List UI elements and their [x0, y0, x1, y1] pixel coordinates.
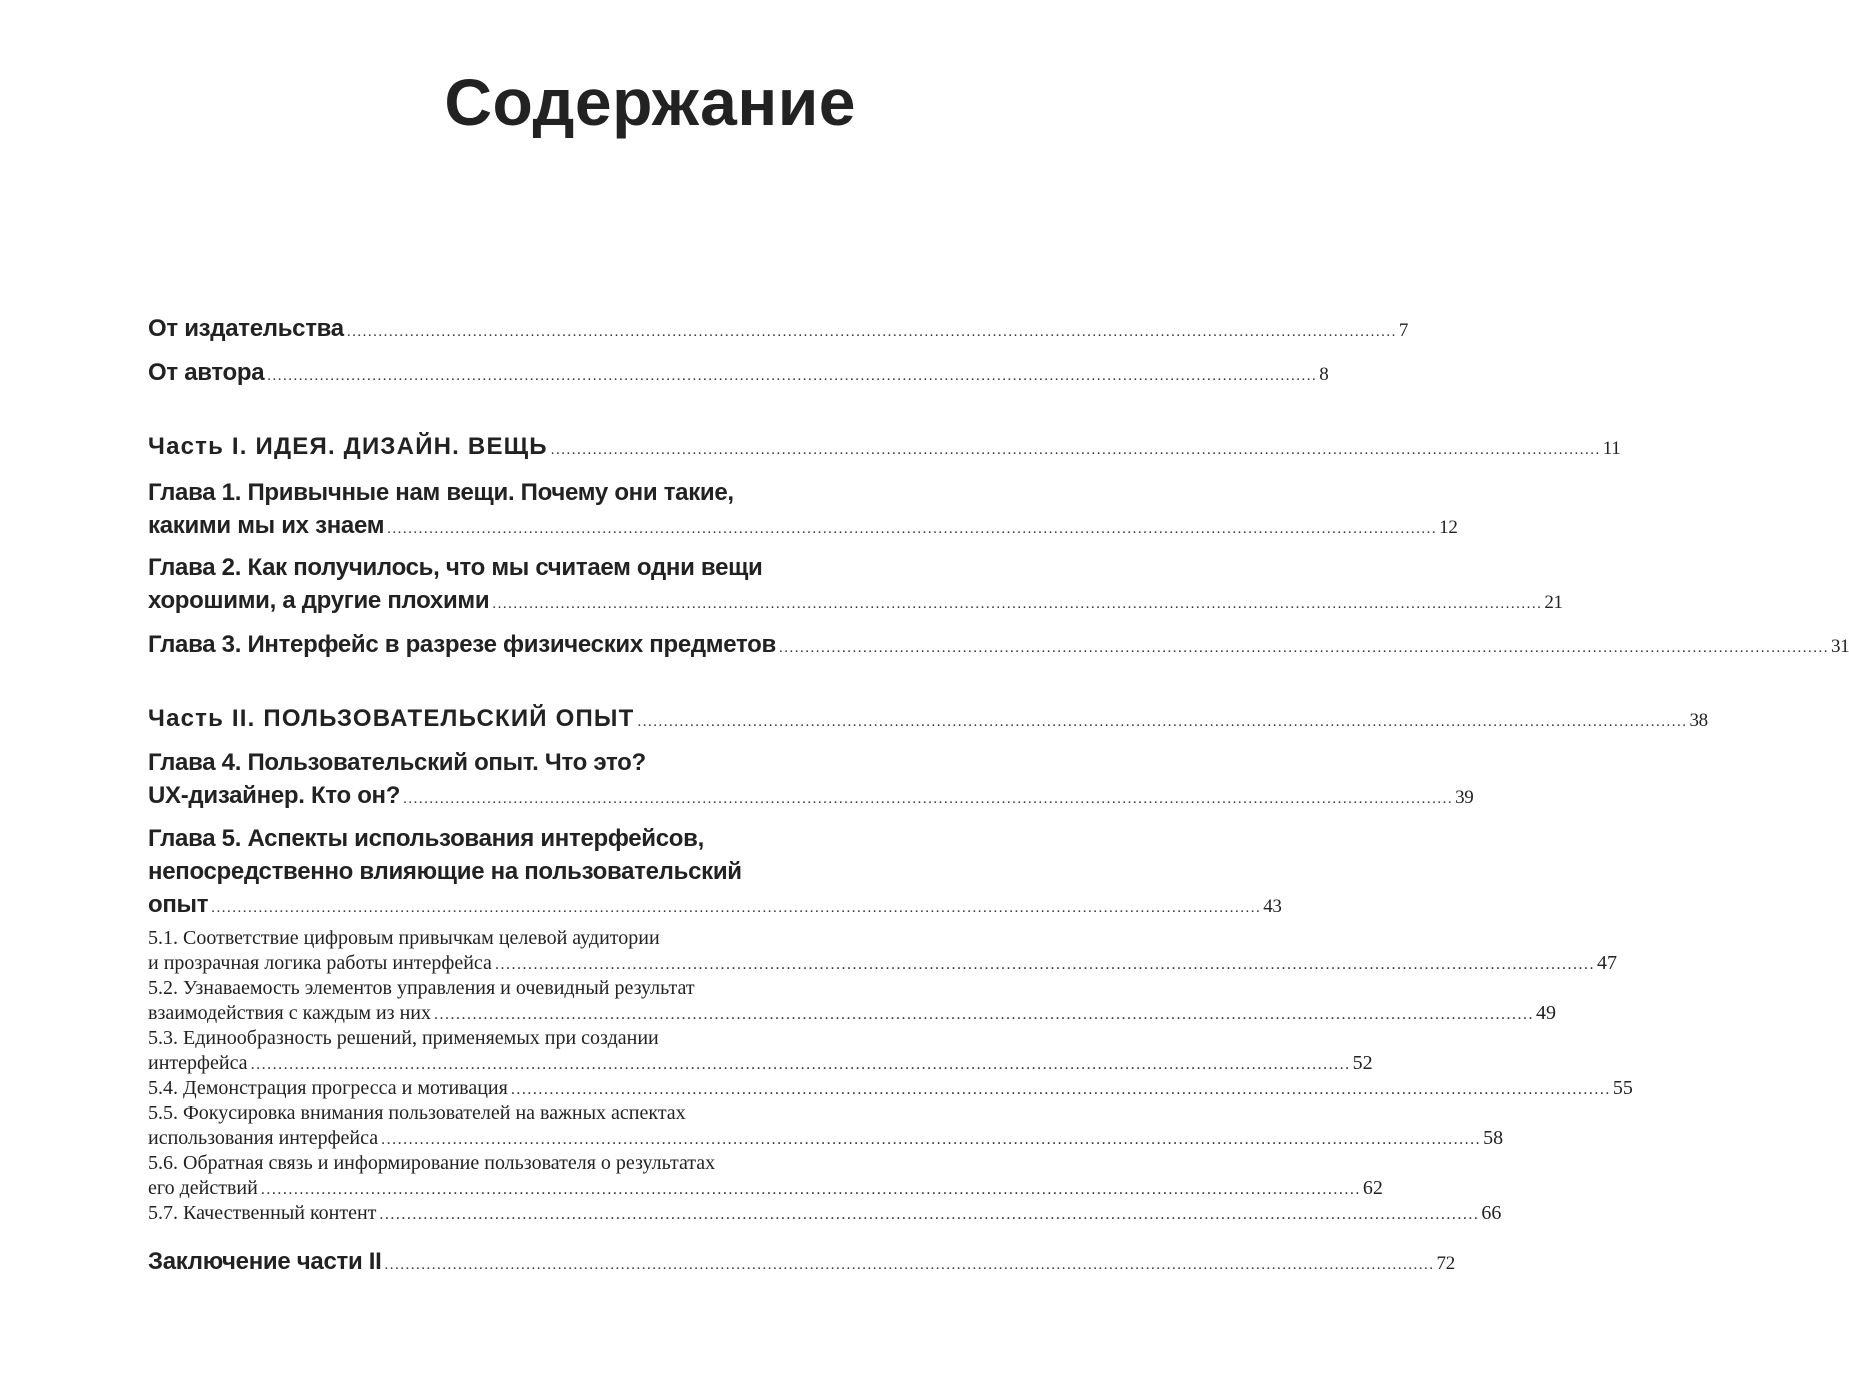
- toc-entry-title: опыт: [148, 891, 209, 918]
- toc-page-number: 47: [1596, 952, 1617, 974]
- toc-entry-title: 5.4. Демонстрация прогресса и мотивация: [148, 1077, 508, 1099]
- toc-page-number: 21: [1544, 592, 1563, 613]
- toc-entry-chapter-4[interactable]: [148, 746, 1474, 816]
- toc-page-number: 39: [1455, 787, 1474, 808]
- toc-entry-title: От автора: [148, 359, 265, 386]
- toc-page-number: 72: [1436, 1253, 1455, 1274]
- dot-leader: ........................................................................................................................................................................................................: [346, 324, 1397, 340]
- toc-page-number: 8: [1319, 364, 1329, 385]
- toc-entry-title-line: непосредственно влияющие на пользовательский: [148, 858, 742, 885]
- toc-entry-chapter-5[interactable]: [148, 822, 1282, 925]
- toc-entry-title: 5.7. Качественный контент: [148, 1202, 377, 1224]
- toc-entry-title: его действий: [148, 1177, 258, 1199]
- dot-leader: ........................................................................................................................................................................................................: [379, 1206, 1480, 1223]
- toc-page-number: 12: [1439, 517, 1458, 538]
- toc-page-number: 62: [1362, 1177, 1383, 1199]
- toc-entry-title: Глава 3. Интерфейс в разрезе физических предметов: [148, 631, 776, 658]
- toc-entry-title: интерфейса: [148, 1052, 248, 1074]
- toc-entry-title: Часть II. ПОЛЬЗОВАТЕЛЬСКИЙ ОПЫТ: [148, 705, 635, 732]
- toc-entry-title-line: Глава 1. Привычные нам вещи. Почему они такие,: [148, 479, 734, 506]
- toc-entry-section-5-1[interactable]: [148, 926, 1617, 977]
- toc-entry-title-line: 5.3. Единообразность решений, применяемых при создании: [148, 1027, 659, 1049]
- dot-leader: ........................................................................................................................................................................................................: [387, 521, 1438, 537]
- dot-leader: ........................................................................................................................................................................................................: [492, 596, 1543, 612]
- toc-entry-title: От издательства: [148, 315, 344, 342]
- toc-entry-part-2[interactable]: [148, 702, 1708, 739]
- dot-leader: ........................................................................................................................................................................................................: [637, 714, 1688, 730]
- toc-entry-title: хорошими, а другие плохими: [148, 587, 490, 614]
- toc-entry-title: Заключение части II: [148, 1248, 382, 1275]
- toc-entry-from-publisher[interactable]: [148, 312, 1409, 349]
- toc-entry-section-5-2[interactable]: [148, 976, 1556, 1027]
- toc-entry-title: UX-дизайнер. Кто он?: [148, 782, 401, 809]
- toc-page-number: 55: [1612, 1077, 1633, 1099]
- toc-page-number: 11: [1602, 438, 1621, 459]
- toc-entry-chapter-3[interactable]: [148, 628, 1849, 665]
- toc-page-number: 49: [1536, 1002, 1556, 1024]
- toc-page-number: 43: [1263, 896, 1282, 917]
- toc-entry-title-line: 5.6. Обратная связь и информирование пользователя о результатах: [148, 1152, 716, 1174]
- dot-leader: ........................................................................................................................................................................................................: [434, 1006, 1534, 1023]
- toc-page-number: 52: [1352, 1052, 1373, 1074]
- toc-entry-section-5-6[interactable]: [148, 1151, 1383, 1202]
- dot-leader: ........................................................................................................................................................................................................: [550, 442, 1601, 458]
- toc-entry-title: использования интерфейса: [148, 1127, 379, 1149]
- dot-leader: ........................................................................................................................................................................................................: [494, 956, 1595, 973]
- toc-entry-title: взаимодействия с каждым из них: [148, 1002, 431, 1024]
- toc-entry-title: Часть I. ИДЕЯ. ДИЗАЙН. ВЕЩЬ: [148, 433, 548, 460]
- dot-leader: ........................................................................................................................................................................................................: [778, 640, 1829, 656]
- dot-leader: ........................................................................................................................................................................................................: [260, 1181, 1361, 1198]
- toc-entry-section-5-7[interactable]: [148, 1201, 1502, 1227]
- toc-entry-title-line: Глава 4. Пользовательский опыт. Что это?: [148, 749, 646, 776]
- toc-page-number: 66: [1481, 1202, 1502, 1224]
- toc-entry-from-author[interactable]: [148, 356, 1329, 393]
- toc-entry-title: и прозрачная логика работы интерфейса: [148, 952, 492, 974]
- toc-page-number: 7: [1398, 320, 1409, 341]
- toc-entry-part-1[interactable]: [148, 430, 1621, 467]
- page-title: Содержание: [444, 65, 856, 139]
- dot-leader: ........................................................................................................................................................................................................: [211, 900, 1262, 916]
- dot-leader: ........................................................................................................................................................................................................: [384, 1257, 1435, 1273]
- toc-entry-title-line: Глава 5. Аспекты использования интерфейсов,: [148, 825, 704, 852]
- toc-entry-section-5-4[interactable]: [148, 1076, 1633, 1102]
- toc-entry-section-5-3[interactable]: [148, 1026, 1373, 1077]
- toc-entry-chapter-1[interactable]: [148, 476, 1458, 546]
- toc-page-number: 38: [1689, 710, 1708, 731]
- dot-leader: ........................................................................................................................................................................................................: [510, 1081, 1611, 1098]
- toc-entry-title-line: 5.5. Фокусировка внимания пользователей на важных аспектах: [148, 1102, 686, 1124]
- toc-entry-section-5-5[interactable]: [148, 1101, 1504, 1152]
- dot-leader: ........................................................................................................................................................................................................: [250, 1056, 1351, 1073]
- dot-leader: ........................................................................................................................................................................................................: [403, 791, 1454, 807]
- toc-entry-chapter-2[interactable]: [148, 551, 1563, 621]
- toc-page-number: 58: [1483, 1127, 1504, 1149]
- toc-entry-title-line: 5.1. Соответствие цифровым привычкам целевой аудитории: [148, 927, 660, 949]
- toc-page-number: 31: [1830, 636, 1849, 657]
- toc-entry-part-2-conclusion[interactable]: [148, 1245, 1455, 1282]
- dot-leader: ........................................................................................................................................................................................................: [267, 368, 1318, 384]
- toc-entry-title-line: Глава 2. Как получилось, что мы считаем одни вещи: [148, 554, 763, 581]
- toc-entry-title-line: 5.2. Узнаваемость элементов управления и очевидный результат: [148, 977, 695, 999]
- toc-entry-title: какими мы их знаем: [148, 512, 385, 539]
- dot-leader: ........................................................................................................................................................................................................: [381, 1131, 1482, 1148]
